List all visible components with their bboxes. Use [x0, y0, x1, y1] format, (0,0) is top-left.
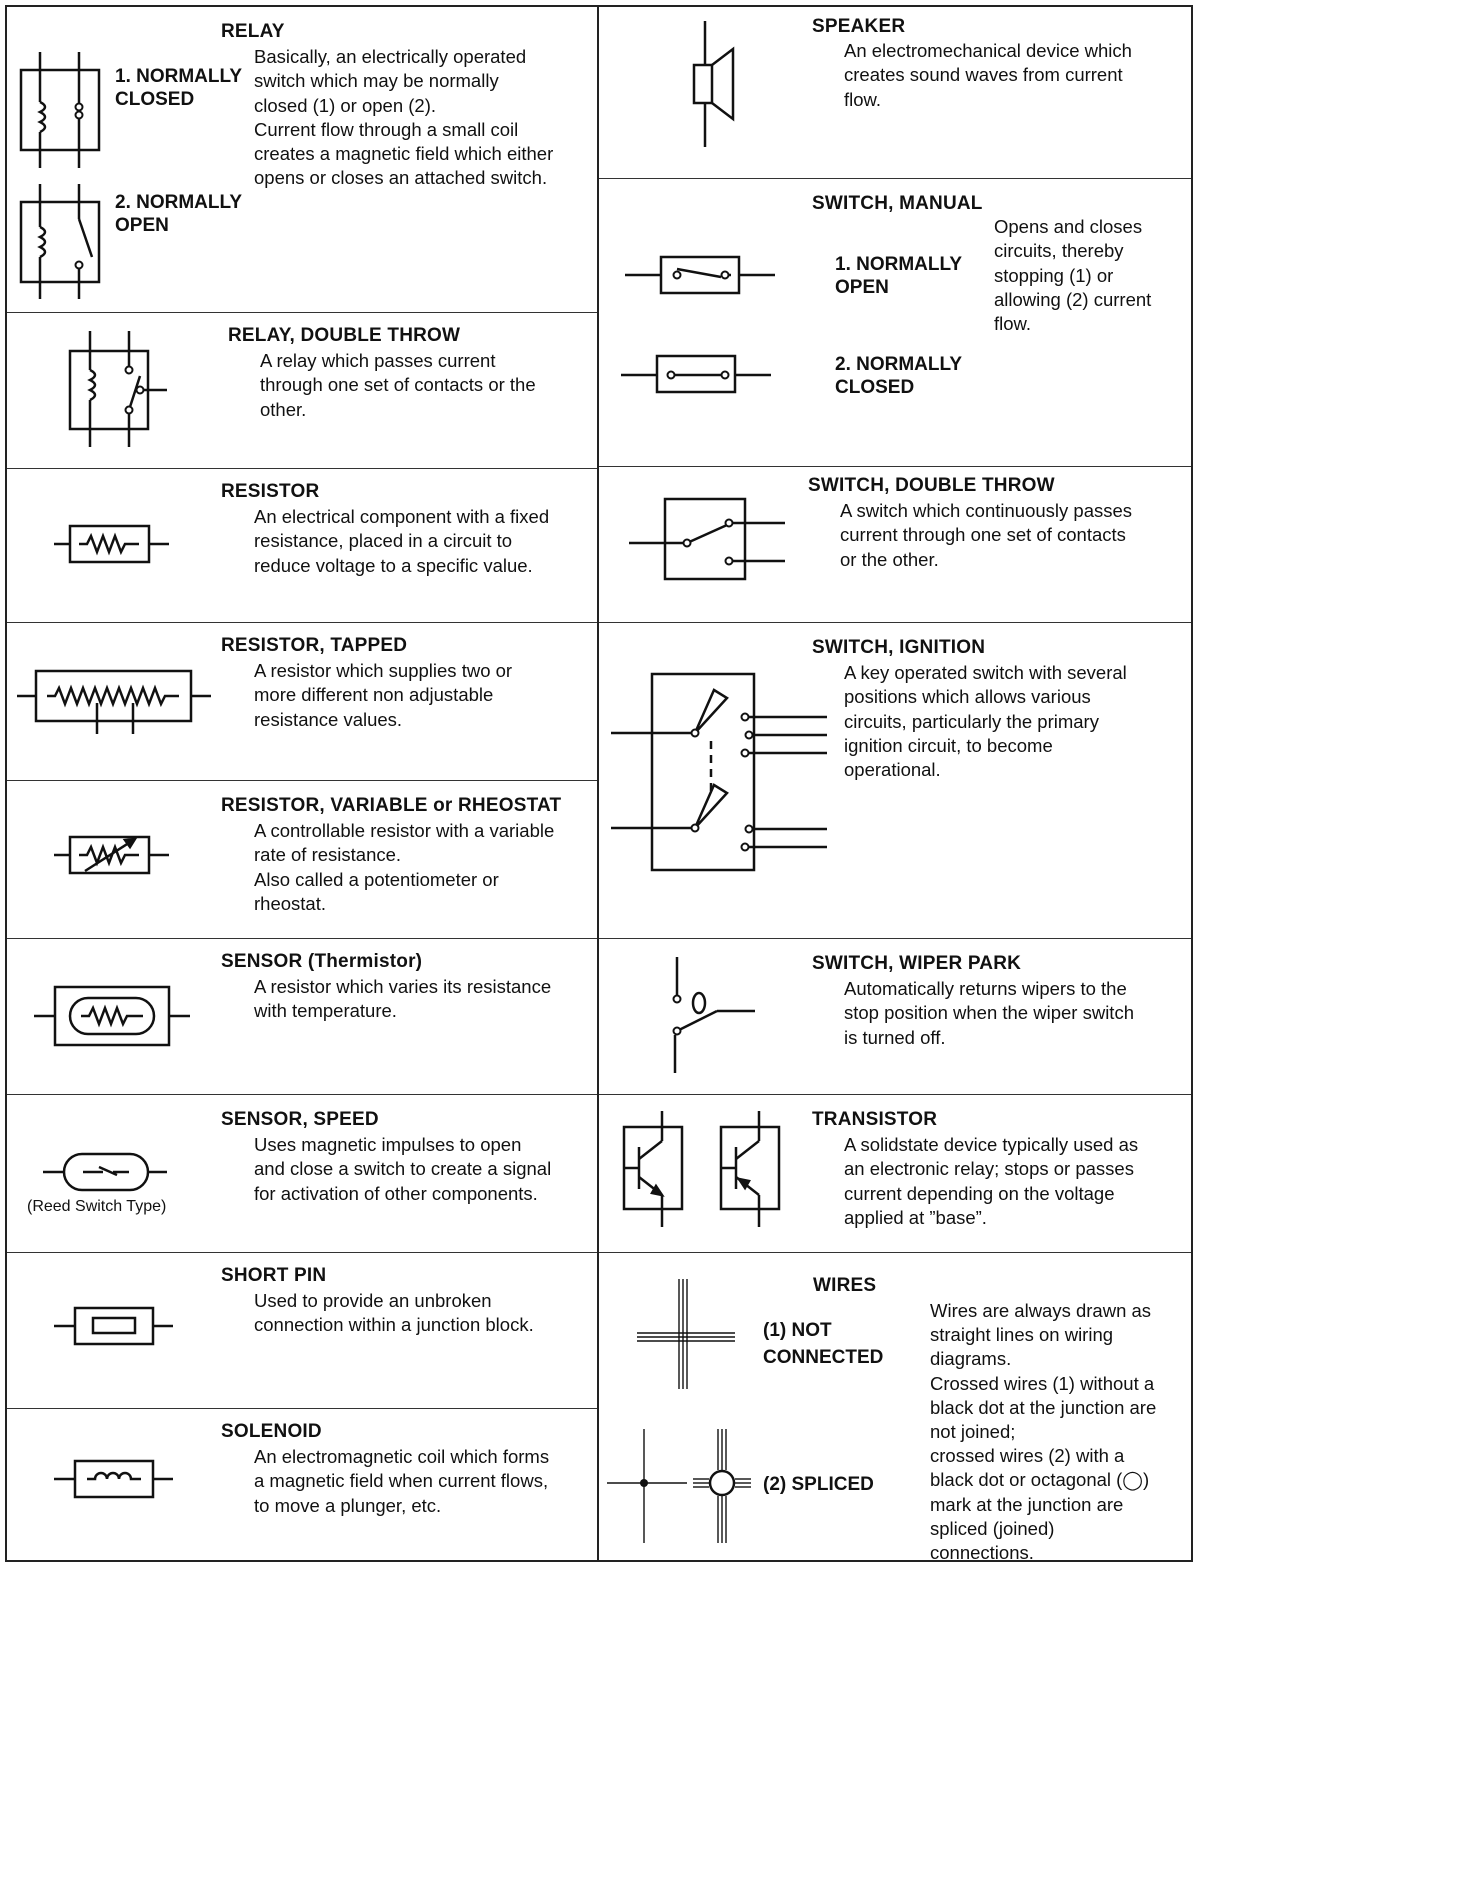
- cell-sensor-speed: [7, 1095, 597, 1253]
- cell-switch-double-throw: [599, 467, 1191, 623]
- right-column: [599, 5, 1193, 1562]
- sensor-thermistor-description: A resistor which varies its resistance with temperature.: [254, 976, 552, 1022]
- switch-double-throw-title: SWITCH, DOUBLE THROW: [808, 475, 1055, 496]
- relay-title: RELAY: [221, 21, 285, 42]
- switch-double-throw-description: A switch which continuously passes current through one set of contacts or the other.: [840, 500, 1133, 570]
- resistor-description: An electrical component with a fixed resistance, placed in a circuit to reduce voltage to a specific value.: [254, 506, 550, 576]
- short-pin-description: Used to provide an unbroken connection within a junction block.: [254, 1290, 534, 1336]
- switch-ignition-description: A key operated switch with several positions which allows various circuits, particularly the primary ignition circuit, to become operational.: [844, 662, 1127, 781]
- wiring-symbols-sheet: [5, 5, 1193, 1562]
- switch-wiper-park-title: SWITCH, WIPER PARK: [812, 953, 1022, 974]
- resistor-variable-title: RESISTOR, VARIABLE or RHEOSTAT: [221, 795, 562, 816]
- solenoid-description: An electromagnetic coil which forms a magnetic field when current flows, to move a plunger, etc.: [254, 1446, 550, 1516]
- switch-wiper-park-description: Automatically returns wipers to the stop position when the wiper switch is turned off.: [844, 978, 1134, 1048]
- cell-relay-double-throw: [7, 313, 597, 469]
- sensor-speed-title: SENSOR, SPEED: [221, 1109, 379, 1130]
- relay-double-throw-title: RELAY, DOUBLE THROW: [228, 325, 461, 346]
- cell-wires: [599, 1253, 1191, 1564]
- cell-solenoid: [7, 1409, 597, 1564]
- relay-double-throw-description: A relay which passes current through one set of contacts or the other.: [260, 350, 536, 420]
- wires-title: WIRES: [813, 1275, 877, 1296]
- relay-description: Basically, an electrically operated switch which may be normally closed (1) or open (2). Current flow through a small coil creates a magnetic field which either opens or closes an attached switch.: [254, 46, 554, 189]
- cell-speaker: [599, 7, 1191, 179]
- resistor-tapped-description: A resistor which supplies two or more different non adjustable resistance values.: [254, 660, 513, 730]
- speaker-description: An electromechanical device which creates sound waves from current flow.: [844, 40, 1132, 110]
- cell-resistor: [7, 469, 597, 623]
- speaker-title: SPEAKER: [812, 16, 906, 37]
- wires-variant-2-label: (2) SPLICED: [763, 1474, 874, 1495]
- solenoid-title: SOLENOID: [221, 1421, 322, 1442]
- switch-manual-variant-2-label: 2. NORMALLY CLOSED: [835, 354, 963, 398]
- cell-switch-manual: [599, 179, 1191, 467]
- cell-sensor-thermistor: [7, 939, 597, 1095]
- sensor-thermistor-title: SENSOR (Thermistor): [221, 951, 423, 972]
- switch-manual-title: SWITCH, MANUAL: [812, 193, 983, 214]
- resistor-title: RESISTOR: [221, 481, 320, 502]
- short-pin-title: SHORT PIN: [221, 1265, 327, 1286]
- splice-dot: [640, 1479, 648, 1487]
- switch-ignition-title: SWITCH, IGNITION: [812, 637, 986, 658]
- switch-manual-description: Opens and closes circuits, thereby stopping (1) or allowing (2) current flow.: [994, 216, 1152, 335]
- relay-variant-2-label: 2. NORMALLY OPEN: [115, 192, 243, 236]
- relay-variant-1-label: 1. NORMALLY CLOSED: [115, 66, 243, 110]
- sensor-speed-note: (Reed Switch Type): [27, 1198, 167, 1215]
- transistor-title: TRANSISTOR: [812, 1109, 938, 1130]
- switch-manual-variant-1-label: 1. NORMALLY OPEN: [835, 254, 963, 298]
- transistor-description: A solidstate device typically used as an electronic relay; stops or passes current depending on the voltage applied at ”base”.: [844, 1134, 1139, 1228]
- splice-octagon: [710, 1471, 734, 1495]
- cell-transistor: [599, 1095, 1191, 1253]
- wires-variant-1-label: (1) NOT CONNECTED: [763, 1320, 884, 1368]
- wires-description: Wires are always drawn as straight lines on wiring diagrams. Crossed wires (1) without a black dot at the junction are not joined; crossed wires (2) with a black dot or octagonal (◯) mark at the junction are spliced (joined) connections.: [930, 1300, 1157, 1564]
- cell-resistor-variable: [7, 781, 597, 939]
- resistor-variable-description: A controllable resistor with a variable rate of resistance. Also called a potentiometer or rheostat.: [254, 820, 555, 914]
- cell-switch-wiper-park: [599, 939, 1191, 1095]
- left-column: [5, 5, 599, 1562]
- cell-switch-ignition: [599, 623, 1191, 939]
- cell-resistor-tapped: [7, 623, 597, 781]
- cell-short-pin: [7, 1253, 597, 1409]
- resistor-tapped-title: RESISTOR, TAPPED: [221, 635, 408, 656]
- sensor-speed-description: Uses magnetic impulses to open and close a switch to create a signal for activation of other components.: [254, 1134, 552, 1204]
- cell-relay: [7, 7, 597, 313]
